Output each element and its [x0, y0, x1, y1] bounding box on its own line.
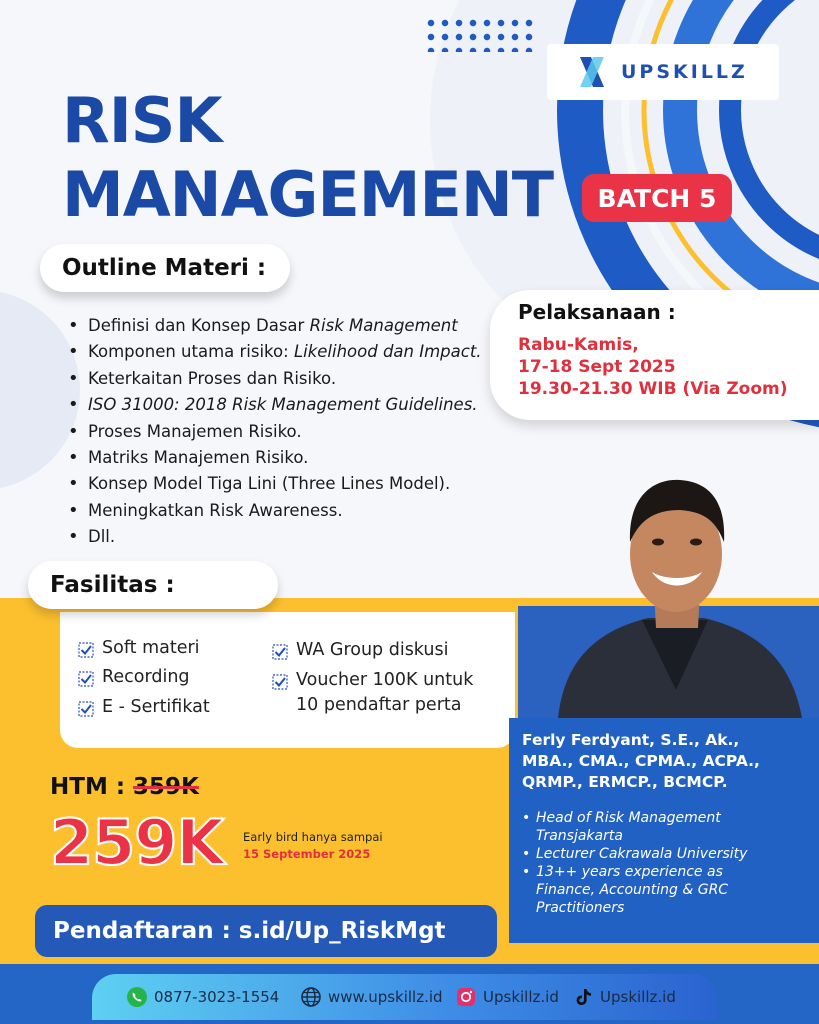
- facility-item: [78, 695, 210, 720]
- credential-item: [522, 845, 819, 863]
- htm-prefix: HTM :: [50, 774, 134, 800]
- facilities-heading: Fasilitas :: [28, 561, 278, 609]
- outline-item: [68, 524, 482, 550]
- phone-number: 0877-3023-1554: [154, 988, 280, 1006]
- outline-item-text: [88, 366, 336, 392]
- contact-tiktok[interactable]: [572, 986, 676, 1008]
- outline-item: [68, 339, 482, 365]
- brand-name: UPSKILLZ: [621, 61, 748, 83]
- outline-item-text: [88, 524, 115, 550]
- outline-item-italic: ISO 31000: 2018 Risk Management Guidelines.: [88, 395, 478, 415]
- batch-badge: BATCH 5: [582, 174, 732, 222]
- early-bird-text: Early bird hanya sampai: [243, 830, 383, 844]
- credential-line: • Lecturer Cakrawala University: [536, 846, 748, 862]
- credential-text: [536, 863, 728, 917]
- price: 259K: [50, 806, 224, 879]
- credential-line: Finance, Accounting & GRC: [536, 882, 729, 898]
- speaker-name-line: MBA., CMA., CPMA., ACPA.,: [522, 752, 760, 770]
- outline-item-plain: Proses Manajemen Risiko.: [88, 421, 302, 441]
- speaker-credentials: [522, 809, 819, 917]
- speaker-photo: [530, 450, 819, 718]
- outline-item-text: [88, 419, 302, 445]
- speaker-name-line: QRMP., ERMCP., BCMCP.: [522, 773, 728, 791]
- early-bird-deadline: 15 September 2025: [243, 847, 371, 861]
- facility-label: Soft materi: [102, 638, 200, 658]
- outline-heading: Outline Materi :: [40, 244, 290, 292]
- schedule-days: Rabu-Kamis,: [518, 335, 639, 355]
- website-url: www.upskillz.id: [328, 988, 443, 1006]
- outline-item-text: [88, 313, 458, 339]
- facility-label: Recording: [102, 667, 190, 687]
- outline-item: [68, 313, 482, 339]
- credential-text: [536, 809, 721, 845]
- outline-item-plain: Keterkaitan Proses dan Risiko.: [88, 368, 337, 388]
- facility-item: [78, 665, 190, 690]
- outline-item: [68, 471, 482, 497]
- instagram-icon: [455, 986, 477, 1008]
- outline-list: [68, 313, 482, 551]
- outline-item-italic: Risk Management: [309, 316, 458, 335]
- checkbox-icon: [272, 644, 288, 660]
- facility-label-line: Voucher 100K untuk: [296, 670, 474, 690]
- credential-line: Head of Risk Management: [536, 810, 721, 826]
- outline-item-text: [88, 471, 450, 497]
- htm-label: [50, 774, 199, 800]
- checkbox-icon: [272, 674, 288, 690]
- tiktok-icon: [572, 986, 594, 1008]
- outline-item-plain: Meningkatkan Risk Awareness.: [88, 500, 343, 520]
- globe-icon: [300, 986, 322, 1008]
- upskillz-logo-icon: [577, 55, 607, 89]
- outline-item: [68, 498, 482, 524]
- outline-item-text: [88, 445, 308, 471]
- decorative-dots: [424, 16, 536, 52]
- schedule-dates: 17-18 Sept 2025: [518, 357, 676, 377]
- outline-item-plain: Konsep Model Tiga Lini (Three Lines Model).: [88, 474, 451, 494]
- checkbox-icon: [78, 701, 94, 717]
- schedule-time: 19.30-21.30 WIB (Via Zoom): [518, 379, 788, 399]
- old-price: 359K: [133, 774, 199, 800]
- outline-item-plain: Definisi dan Konsep Dasar: [88, 316, 310, 335]
- instagram-handle: Upskillz.id: [483, 988, 559, 1006]
- facility-label: E - Sertifikat: [102, 697, 210, 717]
- credential-line: Practitioners: [536, 900, 625, 916]
- outline-item-text: [88, 498, 343, 524]
- outline-item-italic: Likelihood dan Impact.: [293, 342, 482, 362]
- outline-item-plain: Komponen utama risiko:: [88, 342, 294, 362]
- outline-item-plain: Matriks Manajemen Risiko.: [88, 447, 309, 467]
- speaker-name-line: Ferly Ferdyant, S.E., Ak.,: [522, 731, 740, 749]
- registration-link[interactable]: Pendaftaran : s.id/Up_RiskMgt: [35, 905, 497, 957]
- schedule-card: [490, 290, 819, 420]
- credential-item: [522, 809, 819, 845]
- facility-item: [78, 636, 200, 661]
- speaker-card: [509, 718, 819, 943]
- credential-line: Transjakarta: [536, 828, 623, 844]
- whatsapp-icon: [126, 986, 148, 1008]
- outline-item: [68, 392, 482, 418]
- outline-item-plain: Dll.: [88, 527, 116, 547]
- brand-logo: [547, 44, 779, 100]
- outline-item-text: [88, 392, 478, 418]
- checkbox-icon: [78, 642, 94, 658]
- contact-website[interactable]: [300, 986, 443, 1008]
- facility-item: [272, 638, 448, 663]
- outline-item-text: [88, 339, 482, 365]
- facility-label: WA Group diskusi: [296, 640, 449, 660]
- outline-item: [68, 419, 482, 445]
- contact-phone[interactable]: [126, 986, 279, 1008]
- credential-item: [522, 863, 819, 917]
- tiktok-handle: Upskillz.id: [600, 988, 676, 1006]
- contact-instagram[interactable]: [455, 986, 559, 1008]
- schedule-heading: Pelaksanaan :: [518, 300, 676, 324]
- credential-line: 13++ years experience as: [536, 864, 723, 880]
- title-line-1: RISK: [62, 84, 222, 157]
- checkbox-icon: [78, 671, 94, 687]
- outline-item: [68, 366, 482, 392]
- title-line-2: MANAGEMENT: [62, 158, 554, 231]
- facility-item: [272, 668, 473, 718]
- outline-item: [68, 445, 482, 471]
- facility-label: [296, 668, 473, 718]
- facility-label-line: 10 pendaftar perta: [296, 695, 462, 715]
